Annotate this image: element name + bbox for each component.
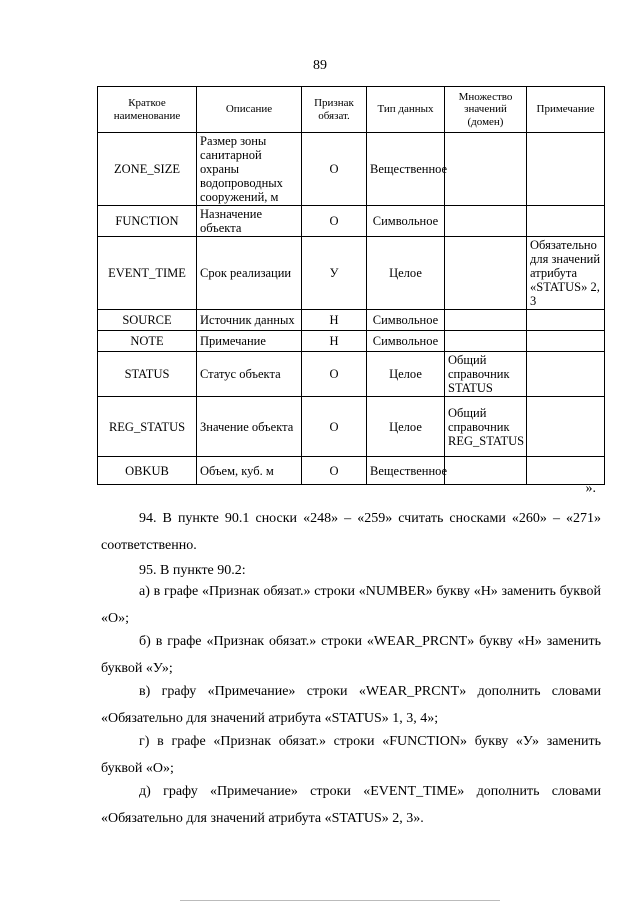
header-description: Описание [197, 87, 302, 133]
cell-mandatory: О [302, 397, 367, 457]
paragraph-text: а) в графе «Признак обязат.» строки «NUMBER» букву «Н» заменить буквой «О»; [101, 584, 601, 626]
table-row [98, 457, 605, 485]
cell-description: Примечание [197, 331, 302, 352]
cell-short-name: SOURCE [98, 310, 197, 331]
table-header-row [98, 87, 605, 133]
cell-description: Значение объекта [197, 397, 302, 457]
item-a [101, 578, 601, 632]
header-data-type: Тип данных [367, 87, 445, 133]
paragraph-text: в) графу «Примечание» строки «WEAR_PRCNT» дополнить словами «Обязательно для значений атрибута «STATUS» 1, 3, 4»; [101, 684, 601, 726]
cell-short-name: REG_STATUS [98, 397, 197, 457]
cell-data-type: Символьное [367, 310, 445, 331]
cell-mandatory: О [302, 457, 367, 485]
cell-mandatory: У [302, 237, 367, 310]
table-row [98, 397, 605, 457]
cell-mandatory: Н [302, 331, 367, 352]
cell-note [527, 133, 605, 206]
cell-data-type: Символьное [367, 206, 445, 237]
paragraph-text: д) графу «Примечание» строки «EVENT_TIME» дополнить словами «Обязательно для значений атрибута «STATUS» 2, 3». [101, 784, 601, 826]
cell-data-type: Целое [367, 237, 445, 310]
header-mandatory: Признак обязат. [302, 87, 367, 133]
cell-domain: Общий справочник STATUS [445, 352, 527, 397]
cell-short-name: FUNCTION [98, 206, 197, 237]
closing-quote: ». [585, 481, 596, 496]
cell-mandatory: Н [302, 310, 367, 331]
cell-short-name: EVENT_TIME [98, 237, 197, 310]
header-short-name: Краткое наименование [98, 87, 197, 133]
cell-domain [445, 237, 527, 310]
page-number: 89 [313, 58, 327, 73]
cell-note: Обязательно для значений атрибута «STATUS» 2, 3 [527, 237, 605, 310]
cell-note [527, 310, 605, 331]
paragraph-text: б) в графе «Признак обязат.» строки «WEAR_PRCNT» букву «Н» заменить буквой «У»; [101, 634, 601, 676]
cell-description: Срок реализации [197, 237, 302, 310]
table-row [98, 206, 605, 237]
item-d [101, 728, 601, 782]
cell-domain [445, 331, 527, 352]
cell-mandatory: О [302, 352, 367, 397]
cell-description: Статус объекта [197, 352, 302, 397]
cell-data-type: Символьное [367, 331, 445, 352]
page-bottom-rule [180, 900, 500, 901]
cell-note [527, 206, 605, 237]
cell-data-type: Целое [367, 352, 445, 397]
cell-note [527, 331, 605, 352]
cell-short-name: ZONE_SIZE [98, 133, 197, 206]
header-domain: Множество значений (домен) [445, 87, 527, 133]
table-row [98, 331, 605, 352]
cell-data-type: Целое [367, 397, 445, 457]
paragraph-text: 94. В пункте 90.1 сноски «248» – «259» считать сносками «260» – «271» соответственно. [101, 511, 601, 553]
cell-domain: Общий справочник REG_STATUS [445, 397, 527, 457]
cell-short-name: OBKUB [98, 457, 197, 485]
cell-domain [445, 457, 527, 485]
cell-short-name: NOTE [98, 331, 197, 352]
cell-description: Размер зоны санитарной охраны водопроводных сооружений, м [197, 133, 302, 206]
cell-data-type: Вещественное [367, 457, 445, 485]
cell-note [527, 397, 605, 457]
item-b [101, 628, 601, 682]
cell-description: Назначение объекта [197, 206, 302, 237]
attribute-table [97, 86, 605, 485]
cell-domain [445, 206, 527, 237]
cell-note [527, 352, 605, 397]
cell-description: Объем, куб. м [197, 457, 302, 485]
header-note: Примечание [527, 87, 605, 133]
table-row [98, 310, 605, 331]
cell-mandatory: О [302, 206, 367, 237]
table-row [98, 133, 605, 206]
paragraph-text: 95. В пункте 90.2: [139, 563, 246, 578]
cell-mandatory: О [302, 133, 367, 206]
paragraph-text: г) в графе «Признак обязат.» строки «FUNCTION» букву «У» заменить буквой «О»; [101, 734, 601, 776]
paragraph-94 [101, 505, 601, 559]
cell-description: Источник данных [197, 310, 302, 331]
cell-data-type: Вещественное [367, 133, 445, 206]
table-row [98, 237, 605, 310]
cell-short-name: STATUS [98, 352, 197, 397]
cell-domain [445, 133, 527, 206]
item-e [101, 778, 601, 832]
cell-domain [445, 310, 527, 331]
table-row [98, 352, 605, 397]
item-c [101, 678, 601, 732]
